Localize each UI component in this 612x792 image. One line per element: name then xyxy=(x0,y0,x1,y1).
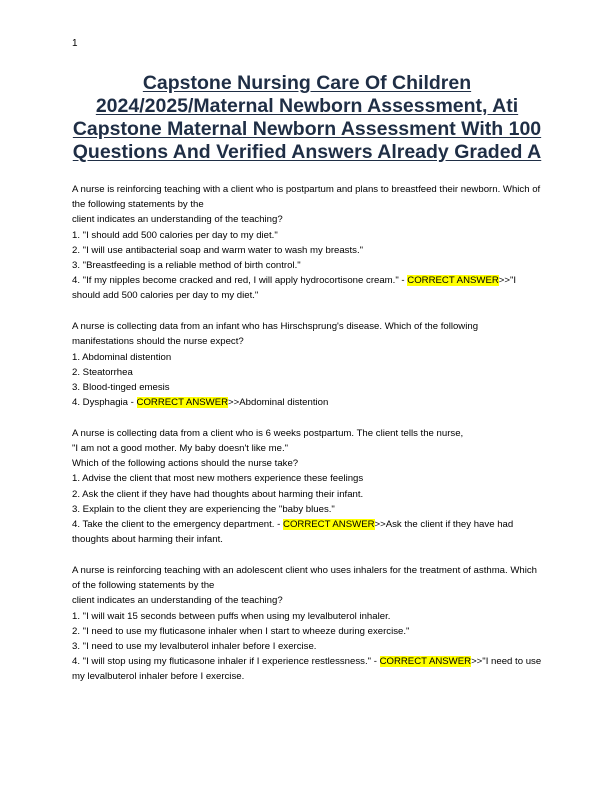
answer-option: 1. "I should add 500 calories per day to my diet." xyxy=(72,229,278,241)
question-stem-line: A nurse is collecting data from an infant who has Hirschsprung's disease. Which of the following manifestations should the nurse expect? xyxy=(72,321,479,348)
answer-option: 2. Steatorrhea xyxy=(72,366,133,378)
question-3 xyxy=(72,426,542,548)
correct-answer-text: >>Abdominal distention xyxy=(228,397,329,409)
question-1 xyxy=(72,182,542,304)
correct-answer-text: >>"I should add 500 calories per day to my diet." xyxy=(72,275,517,302)
question-list xyxy=(72,182,542,685)
answer-option: 1. Advise the client that most new mothers experience these feelings xyxy=(72,473,364,485)
question-stem-line: client indicates an understanding of the teaching? xyxy=(72,595,283,607)
correct-answer-highlight: CORRECT ANSWER xyxy=(379,656,472,668)
answer-option: 3. "Breastfeeding is a reliable method of birth control." xyxy=(72,260,301,272)
answer-option: 3. "I need to use my levalbuterol inhaler before I exercise. xyxy=(72,640,317,652)
document-title: Capstone Nursing Care Of Children 2024/2025/Maternal Newborn Assessment, Ati Capstone Maternal Newborn Assessment With 100 Questions And Verified Answers Already Graded A xyxy=(72,72,542,163)
question-stem-line: A nurse is reinforcing teaching with an adolescent client who uses inhalers for the treatment of asthma. Which of the following statements by the xyxy=(72,564,538,592)
answer-option-text: 4. Take the client to the emergency department. - xyxy=(72,519,284,531)
question-2 xyxy=(72,319,542,410)
correct-answer-text: >>Ask the client if they have had thoughts about harming their infant. xyxy=(72,519,514,546)
answer-option-with-key xyxy=(72,517,542,547)
answer-option-text: 4. "I will stop using my fluticasone inhaler if I experience restlessness." - xyxy=(72,656,380,668)
question-stem-line: client indicates an understanding of the teaching? xyxy=(72,214,283,226)
correct-answer-highlight: CORRECT ANSWER xyxy=(407,275,499,287)
answer-option-with-key xyxy=(72,395,542,410)
answer-option-text: 4. Dysphagia - xyxy=(72,397,137,409)
answer-option-text: 4. "If my nipples become cracked and red, I will apply hydrocortisone cream." - xyxy=(72,275,408,287)
answer-option: 1. "I will wait 15 seconds between puffs when using my levalbuterol inhaler. xyxy=(72,610,391,622)
correct-answer-highlight: CORRECT ANSWER xyxy=(283,519,375,531)
answer-option: 3. Blood-tinged emesis xyxy=(72,381,170,393)
answer-option-with-key xyxy=(72,654,542,684)
question-stem-line: A nurse is reinforcing teaching with a client who is postpartum and plans to breastfeed their newborn. Which of the following statements by the xyxy=(72,184,541,211)
correct-answer-highlight: CORRECT ANSWER xyxy=(136,397,229,409)
question-stem-line: Which of the following actions should the nurse take? xyxy=(72,458,299,470)
answer-option: 2. "I need to use my fluticasone inhaler when I start to wheeze during exercise." xyxy=(72,625,410,637)
question-stem-line: "I am not a good mother. My baby doesn't like me." xyxy=(72,443,289,455)
correct-answer-text: >>"I need to use my levalbuterol inhaler before I exercise. xyxy=(72,656,542,683)
answer-option-with-key xyxy=(72,273,542,303)
question-4 xyxy=(72,563,542,685)
page-number: 1 xyxy=(72,38,78,49)
answer-option: 1. Abdominal distention xyxy=(72,351,172,363)
answer-option: 2. "I will use antibacterial soap and warm water to wash my breasts." xyxy=(72,244,364,256)
answer-option: 2. Ask the client if they have had thoughts about harming their infant. xyxy=(72,488,364,500)
answer-option: 3. Explain to the client they are experiencing the "baby blues." xyxy=(72,503,335,515)
question-stem-line: A nurse is collecting data from a client who is 6 weeks postpartum. The client tells the nurse, xyxy=(72,427,464,439)
